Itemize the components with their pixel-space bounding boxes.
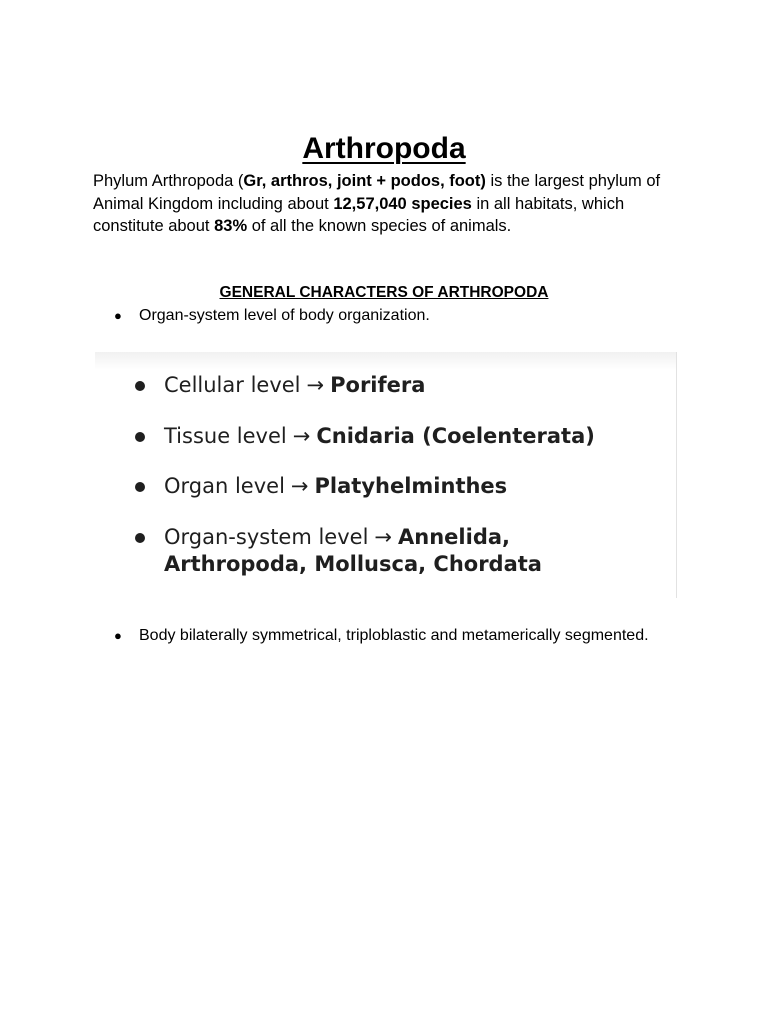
arrow-icon: → [290,474,309,498]
intro-species-count: 12,57,040 species [333,194,472,213]
intro-text: is the largest phylum of Animal Kingdom including about [93,172,661,213]
page-title: Arthropoda [302,132,466,165]
characters-list [114,625,654,648]
list-item [114,305,654,328]
bullet-icon [135,432,145,442]
phylum-name: Porifera [330,373,426,397]
arrow-icon: → [374,524,393,549]
intro-text: in all habitats, which constitute about [93,194,625,235]
bullet-icon [135,533,145,543]
intro-percentage: 83% [214,217,248,235]
characters-list [114,305,654,328]
list-item [135,423,595,450]
bullet-icon [135,381,145,391]
bullet-icon: ● [114,308,122,323]
phylum-name: Cnidaria (Coelenterata) [316,423,595,448]
arrow-icon: → [306,373,325,397]
intro-paragraph [93,170,693,238]
phylum-name: Platyhelminthes [314,474,508,498]
level-name: Tissue level [164,423,287,448]
section-heading: GENERAL CHARACTERS OF ARTHROPODA [219,284,549,301]
level-name: Organ level [164,474,285,498]
level-name: Cellular level [164,373,301,397]
organization-levels-list [135,372,595,578]
phylum-name: Annelida, Arthropoda, Mollusca, Chordata [164,524,542,576]
list-item [135,473,595,500]
organization-levels-image [95,352,677,598]
list-item [114,625,654,648]
intro-text: Phylum Arthropoda ( [93,172,244,190]
bullet-icon [135,482,145,492]
level-name: Organ-system level [164,524,369,549]
list-item-text: Organ-system level of body organization. [139,307,430,324]
list-item [135,372,595,399]
intro-text: of all the known species of animals. [247,217,512,235]
list-item [135,524,564,578]
bullet-icon: ● [114,628,122,643]
list-item-text: Body bilaterally symmetrical, triploblastic and metamerically segmented. [139,627,649,644]
arrow-icon: → [292,423,311,448]
intro-etymology: Gr, arthros, joint + podos, foot) [243,172,486,190]
